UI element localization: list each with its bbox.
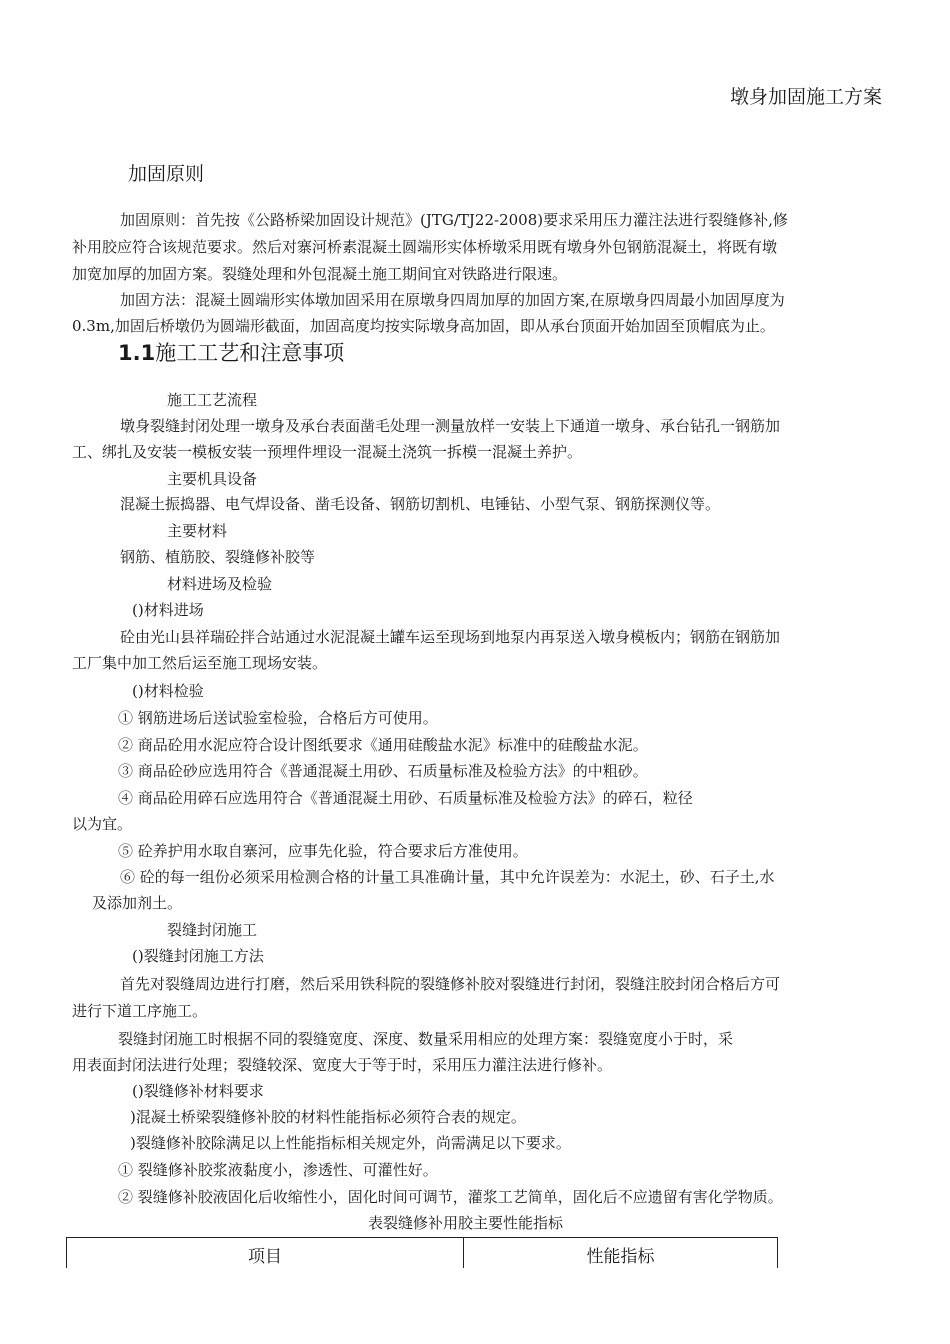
check-item-6-line-1: ⑥ 砼的每一组份必须采用检测合格的计量工具准确计量，其中允许误差为：水泥土，砂、石子土,水 — [120, 868, 775, 886]
check-item-6-line-2: 及添加剂土。 — [92, 894, 183, 912]
intro-paragraph-2-line-1: 加固方法：混凝土圆端形实体墩加固采用在原墩身四周加厚的加固方案,在原墩身四周最小加固厚度为 — [120, 291, 785, 309]
material-check-heading: ()材料检验 — [132, 682, 204, 700]
table-header-performance: 性能指标 — [586, 1247, 655, 1267]
table-caption: 表裂缝修补用胶主要性能指标 — [368, 1214, 564, 1232]
crack-requirement-1: )混凝土桥梁裂缝修补胶的材料性能指标必须符合表的规定。 — [130, 1108, 526, 1126]
crack-requirement-3: ① 裂缝修补胶浆液黏度小，渗透性、可灌性好。 — [118, 1161, 438, 1179]
crack-plan-line-1: 裂缝封闭施工时根据不同的裂缝宽度、深度、数量采用相应的处理方案：裂缝宽度小于时，采 — [118, 1030, 734, 1048]
material-entry-line-2: 工厂集中加工然后运至施工现场安装。 — [72, 654, 328, 672]
section-heading: 加固原则 — [128, 163, 205, 185]
crack-requirement-4: ② 裂缝修补胶液固化后收缩性小，固化时间可调节，灌浆工艺简单，固化后不应遗留有害化学物质。 — [118, 1188, 783, 1206]
materials-heading: 主要材料 — [167, 522, 228, 540]
subsection-number: 1.1 — [118, 341, 156, 365]
equipment-heading: 主要机具设备 — [167, 470, 258, 488]
material-entry-line-1: 砼由光山县祥瑞砼拌合站通过水泥混凝土罐车运至现场到地泵内再泵送入墩身模板内；钢筋在钢筋加 — [120, 628, 781, 646]
equipment-text: 混凝土振捣器、电气焊设备、凿毛设备、钢筋切割机、电锤钻、小型气泵、钢筋探测仪等。 — [120, 495, 721, 513]
crack-requirement-2: )裂缝修补胶除满足以上性能指标相关规定外，尚需满足以下要求。 — [130, 1134, 571, 1152]
check-item-4-line-2: 以为宜。 — [72, 815, 133, 833]
subsection-title: 施工工艺和注意事项 — [155, 341, 345, 365]
subsection-heading — [118, 343, 344, 364]
materials-text: 钢筋、植筋胶、裂缝修补胶等 — [120, 548, 316, 566]
table-header-item: 项目 — [67, 1238, 464, 1268]
inspection-heading: 材料进场及检验 — [167, 575, 273, 593]
process-line-2: 工、绑扎及安装一模板安装一预埋件埋设一混凝土浇筑一拆模一混凝土养护。 — [72, 443, 583, 461]
check-item-4-line-1: ④ 商品砼用碎石应选用符合《普通混凝土用砂、石质量标准及检验方法》的碎石，粒径 — [118, 789, 693, 807]
crack-method-line-1: 首先对裂缝周边进行打磨，然后采用铁科院的裂缝修补胶对裂缝进行封闭，裂缝注胶封闭合格后方可 — [120, 975, 781, 993]
intro-paragraph-2-line-2: 0.3m,加固后桥墩仍为圆端形截面，加固高度均按实际墩身高加固，即从承台顶面开始加固至顶帽底为止。 — [72, 317, 775, 335]
crack-plan-line-2: 用表面封闭法进行处理；裂缝较深、宽度大于等于时，采用压力灌注法进行修补。 — [72, 1056, 613, 1074]
intro-paragraph-1-line-2: 补用胶应符合该规范要求。然后对寨河桥素混凝土圆端形实体桥墩采用既有墩身外包钢筋混凝土，将既有墩 — [72, 238, 778, 256]
check-item-3: ③ 商品砼砂应选用符合《普通混凝土用砂、石质量标准及检验方法》的中粗砂。 — [118, 762, 648, 780]
intro-paragraph-1-line-1: 加固原则：首先按《公路桥梁加固设计规范》(JTG/TJ22-2008)要求采用压力灌注法进行裂缝修补,修 — [120, 211, 788, 229]
check-item-2: ② 商品砼用水泥应符合设计图纸要求《通用硅酸盐水泥》标准中的硅酸盐水泥。 — [118, 736, 648, 754]
crack-heading: 裂缝封闭施工 — [167, 921, 258, 939]
material-entry-heading: ()材料进场 — [132, 601, 204, 619]
performance-table — [66, 1237, 778, 1268]
process-heading: 施工工艺流程 — [167, 391, 258, 409]
check-item-1: ① 钢筋进场后送试验室检验，合格后方可使用。 — [118, 709, 438, 727]
process-line-1: 墩身裂缝封闭处理一墩身及承台表面凿毛处理一测量放样一安装上下通道一墩身、承台钻孔一钢筋加 — [120, 417, 781, 435]
crack-method-heading: ()裂缝封闭施工方法 — [132, 947, 264, 965]
intro-paragraph-1-line-3: 加宽加厚的加固方案。裂缝处理和外包混凝土施工期间宜对铁路进行限速。 — [72, 265, 568, 283]
check-item-5: ⑤ 砼养护用水取自寨河，应事先化验，符合要求后方准使用。 — [118, 842, 528, 860]
document-header-title: 墩身加固施工方案 — [729, 86, 882, 108]
crack-method-line-2: 进行下道工序施工。 — [72, 1002, 208, 1020]
crack-material-heading: ()裂缝修补材料要求 — [132, 1082, 264, 1100]
